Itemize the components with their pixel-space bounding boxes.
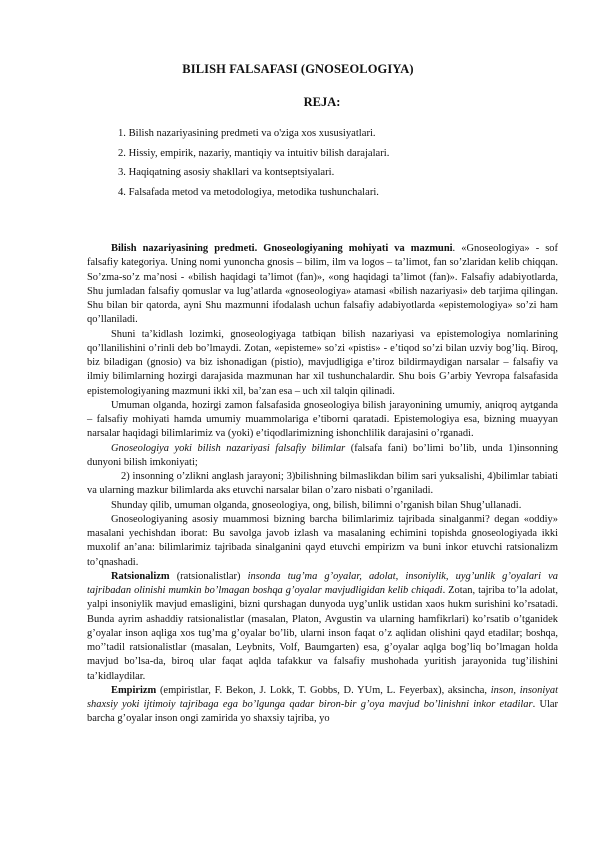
paragraph <box>87 570 558 684</box>
paragraph: Shunday qilib, umuman olganda, gnoseologiya, ong, bilish, bilimni o’rganish bilan Shug’ullanadi. <box>111 499 522 511</box>
paragraph-text: (falsafa fani) bo’limi bo’lib, unda 1)insonning dunyoni bilish imkoniyati; <box>87 442 559 468</box>
paragraph-text: (ratsionalistlar) <box>169 570 248 582</box>
italic-definition: inson, insoniyat shaxsiy yoki ijtimoiy tajribaga ega bo’lgunga qadar biron-bir g’oya mavjud bo’linishni inkor etadilar <box>87 684 558 710</box>
plan-heading: REJA: <box>303 95 341 109</box>
section-heading: Bilish nazariyasining predmeti. Gnoseologiyaning mohiyati va mazmuni <box>111 243 453 254</box>
paragraph-text: . «Gnoseologiya» - sof falsafiy kategoriya. Uning nomi yunoncha gnosis – bilim, ilm va logos – ta’limot, fan so’zlaridan kelib chiqqan. So’zma-so’z ma’nosi - «bilish haqidagi ta’limot (fan)», «ong haqidagi ta’limot (fan)». Falsafiy adabiyotlarda, Shu jumladan falsafiy qomuslar va lug’atlarda «gnoseologiya» atamasi «bilish nazariyasi» deb tarjima qilingan. Shu bilan bir qatorda, ayni Shu mazmunni ifodalash uchun falsafiy adabiyotlarda «epistemologiya» so’zi ham qo’llaniladi. <box>87 243 559 326</box>
plan-list <box>118 124 389 202</box>
paragraph <box>87 442 558 471</box>
plan-item: 3. Haqiqatning asosiy shakllari va kontseptsiyalari. <box>118 167 335 179</box>
paragraph: Umuman olganda, hozirgi zamon falsafasida gnoseologiya bilish jarayonining umumiy, aniqroq aytganda – falsafiy mohiyati hamda umumiy muammolariga e’tiborni qaratadi. Epistemologiya esa, bizning muayyan narsalar haqidagi bilimlarimiz va (yoki) e’tiqodlarimizning ishonchlilik darajasini o’rganadi. <box>87 399 558 440</box>
plan-item: 1. Bilish nazariyasining predmeti va o'ziga xos xususiyatlari. <box>118 128 376 139</box>
paragraph: 2) insonning o’zlikni anglash jarayoni; 3)bilishning bilmaslikdan bilim sari yuksalishi, 4)bilimlar tabiati va ularning mazkur bilimlarda aks etuvchi narsalar bilan o’zaro nisbati o’rganiladi. <box>87 471 558 497</box>
paragraph <box>87 242 558 328</box>
paragraph-text: . Zotan, tajriba to’la adolat, yalpi insoniylik mavjud emasligini, bizni qurshagan dunyoda uyg’unlik ustidan xaos hukm surishini ko’rsatadi. Bunda ayrim ashaddiy ratsionalistlar (masalan, Platon, Avgustin va ularning hamfikrlari) ko’rsatib o’tganidek g’oyalar inson aqliga xos tug’ma g’oyalar bo’lib, ularni inson faqat o’z aqlidan olishini qayd etadilar; boshqa, mo’’tadil ratsionalistlar (masalan, Leybnits, Volf, Baumgarten) esa, g’oyalar aqlga bog’liq bo’lmagan holda mavjud bo’lsa-da, biroq ular faqat aqlda tafakkur va falsafiy mushohada yuritish jarayonida tug’ilishini ta’kidlaydilar. <box>87 585 558 682</box>
paragraph-text: (empiristlar, F. Bekon, J. Lokk, T. Gobbs, D. YUm, L. Feyerbax), aksincha, <box>156 684 491 696</box>
plan-item: 2. Hissiy, empirik, nazariy, mantiqiy va intuitiv bilish darajalari. <box>118 147 390 159</box>
paragraph-text: . Ular barcha g’oyalar inson ongi zamirida yo shaxsiy tajriba, yo <box>87 699 558 725</box>
term-bold: Ratsionalizm <box>111 570 170 582</box>
paragraph: Gnoseologiyaning asosiy muammosi bizning barcha bilimlarimiz tajribada sinalganmi? degan «oddiy» masalani yechishdan iborat: Bu savolga javob izlash va masalaning echimini topishda gnoseologiyada ikki muxolif an’ana: bilimlarimiz tajribada sinalganini qayd etuvchi empirizm va buni inkor etuvchi ratsionalizm to’qnashadi. <box>87 513 558 568</box>
plan-item: 4. Falsafada metod va metodologiya, metodika tushunchalari. <box>118 186 379 198</box>
paragraph <box>87 684 558 727</box>
document-title: BILISH FALSAFASI (GNOSEOLOGIYA) <box>182 62 414 76</box>
italic-term: Gnoseologiya yoki bilish nazariyasi falsafiy bilimlar <box>111 442 346 454</box>
term-bold: Empirizm <box>111 684 157 696</box>
document-body <box>87 242 558 727</box>
paragraph: Shuni ta’kidlash lozimki, gnoseologiyaga tatbiqan bilish nazariyasi va epistemologiya nomlarining qo’llanilishini o’rinli deb bo’lmaydi. Zotan, «episteme» so’zi «pistis» - e’tiqod so’zi bilan uzviy bog’liq. Biroq, biz biladigan (gnosio) va biz ishonadigan (pistio), mavjudligiga e’tiroz bildirmaydigan narsalar – falsafiy va ilmiy bilimlarning hozirgi darajasida mazmunan har xil tushunchalardir. Shu bois G’arbiy Yevropa falsafasida epistemologiyaning mazmuni ikki xil, ba’zan esa – uch xil talqin qilinadi. <box>87 328 558 397</box>
italic-definition: insonda tug’ma g’oyalar, adolat, insoniylik, uyg’unlik g’oyalari va tajribadan olinishi mumkin bo’lmagan boshqa g’oyalar mavjudligidan kelib chiqadi <box>87 570 558 596</box>
